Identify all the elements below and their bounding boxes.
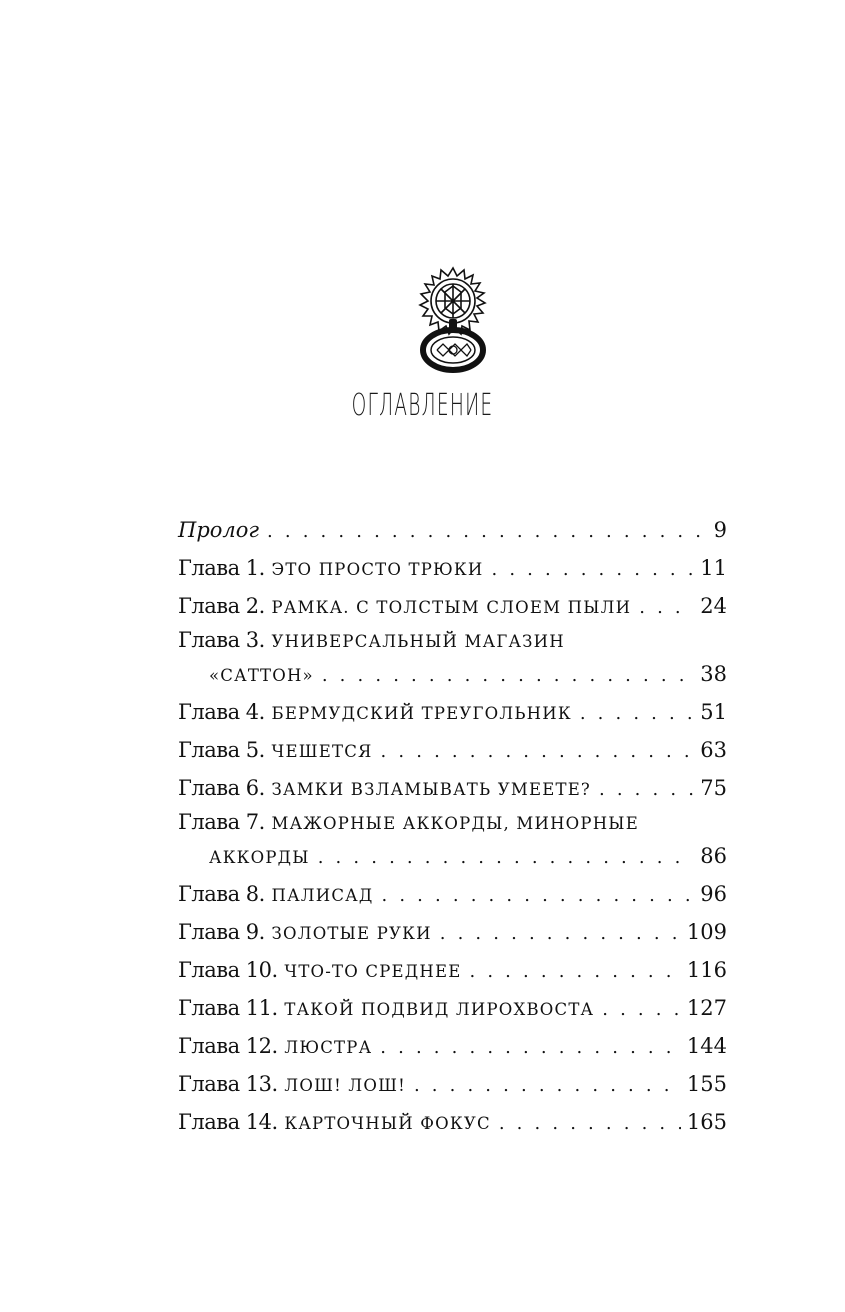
- toc-row[interactable]: [178, 807, 727, 837]
- page-number: 75: [700, 776, 727, 800]
- dot-leader: [499, 1105, 681, 1143]
- page-number: 38: [700, 662, 727, 686]
- toc-row[interactable]: [178, 989, 727, 1027]
- toc-row[interactable]: [178, 951, 727, 989]
- chapter-title: ЧТО-ТО СРЕДНЕЕ: [284, 962, 462, 981]
- page-number: 144: [686, 1034, 727, 1058]
- dot-leader: [414, 1067, 681, 1105]
- page-number: 24: [700, 594, 727, 618]
- page-number: 51: [700, 700, 727, 724]
- chapter-title: ЭТО ПРОСТО ТРЮКИ: [271, 560, 484, 579]
- toc-row-prolog[interactable]: [178, 511, 727, 549]
- dot-leader: [580, 695, 694, 733]
- chapter-number: Глава 5.: [178, 738, 265, 762]
- page-number: 165: [686, 1110, 727, 1134]
- chapter-number: Глава 12.: [178, 1034, 278, 1058]
- dot-leader: [382, 877, 695, 915]
- toc-row[interactable]: [178, 1027, 727, 1065]
- page-number: 127: [686, 996, 727, 1020]
- chapter-number: Глава 8.: [178, 882, 265, 906]
- chapter-number: Глава 11.: [178, 996, 278, 1020]
- dot-leader: [380, 1029, 681, 1067]
- chapter-title: БЕРМУДСКИЙ ТРЕУГОЛЬНИК: [271, 704, 572, 723]
- page-number: 63: [700, 738, 727, 762]
- dot-leader: [318, 839, 695, 877]
- toc-row[interactable]: [178, 731, 727, 769]
- page-number: 109: [686, 920, 727, 944]
- chapter-number: Глава 7.: [178, 810, 265, 834]
- toc-row[interactable]: [178, 549, 727, 587]
- dot-leader: [381, 733, 695, 771]
- page-number: 155: [686, 1072, 727, 1096]
- dot-leader: [267, 513, 708, 551]
- door-knocker-icon: [409, 264, 497, 374]
- dot-leader: [492, 551, 695, 589]
- table-of-contents: [178, 511, 727, 1141]
- toc-row[interactable]: [178, 1065, 727, 1103]
- dot-leader: [469, 953, 680, 991]
- chapter-title-continuation: АККОРДЫ: [209, 848, 310, 867]
- page-number: 86: [700, 844, 727, 868]
- page-title: ОГЛАВЛЕНИЕ: [351, 388, 494, 423]
- toc-row[interactable]: [178, 913, 727, 951]
- dot-leader: [639, 589, 694, 627]
- chapter-number: Глава 6.: [178, 776, 265, 800]
- toc-row-continuation[interactable]: [178, 837, 727, 875]
- toc-row-continuation[interactable]: [178, 655, 727, 693]
- chapter-title: ЛОШ! ЛОШ!: [284, 1076, 406, 1095]
- prolog-label: Пролог: [178, 518, 260, 542]
- chapter-number: Глава 14.: [178, 1110, 278, 1134]
- chapter-number: Глава 1.: [178, 556, 265, 580]
- page-number: 116: [686, 958, 727, 982]
- dot-leader: [602, 991, 681, 1029]
- chapter-title: МАЖОРНЫЕ АККОРДЫ, МИНОРНЫЕ: [271, 814, 639, 833]
- chapter-number: Глава 10.: [178, 958, 278, 982]
- chapter-title: ПАЛИСАД: [271, 886, 374, 905]
- chapter-title: ЗОЛОТЫЕ РУКИ: [271, 924, 432, 943]
- dot-leader: [322, 657, 694, 695]
- dot-leader: [440, 915, 681, 953]
- chapter-number: Глава 13.: [178, 1072, 278, 1096]
- chapter-number: Глава 9.: [178, 920, 265, 944]
- chapter-title: ЛЮСТРА: [284, 1038, 373, 1057]
- chapter-title: УНИВЕРСАЛЬНЫЙ МАГАЗИН: [271, 632, 565, 651]
- toc-row[interactable]: [178, 693, 727, 731]
- page-number: 9: [713, 518, 727, 542]
- chapter-title-continuation: «САТТОН»: [209, 666, 314, 685]
- chapter-title: ЧЕШЕТСЯ: [271, 742, 373, 761]
- toc-row[interactable]: [178, 769, 727, 807]
- chapter-title: ТАКОЙ ПОДВИД ЛИРОХВОСТА: [284, 1000, 595, 1019]
- toc-row[interactable]: [178, 1103, 727, 1141]
- page-number: 11: [700, 556, 727, 580]
- chapter-title: ЗАМКИ ВЗЛАМЫВАТЬ УМЕЕТЕ?: [271, 780, 591, 799]
- chapter-title: РАМКА. С ТОЛСТЫМ СЛОЕМ ПЫЛИ: [271, 598, 632, 617]
- toc-row[interactable]: [178, 875, 727, 913]
- chapter-number: Глава 3.: [178, 628, 265, 652]
- toc-row[interactable]: [178, 625, 727, 655]
- chapter-number: Глава 2.: [178, 594, 265, 618]
- page-number: 96: [700, 882, 727, 906]
- chapter-title: КАРТОЧНЫЙ ФОКУС: [284, 1114, 491, 1133]
- chapter-number: Глава 4.: [178, 700, 265, 724]
- toc-row[interactable]: [178, 587, 727, 625]
- dot-leader: [599, 771, 694, 809]
